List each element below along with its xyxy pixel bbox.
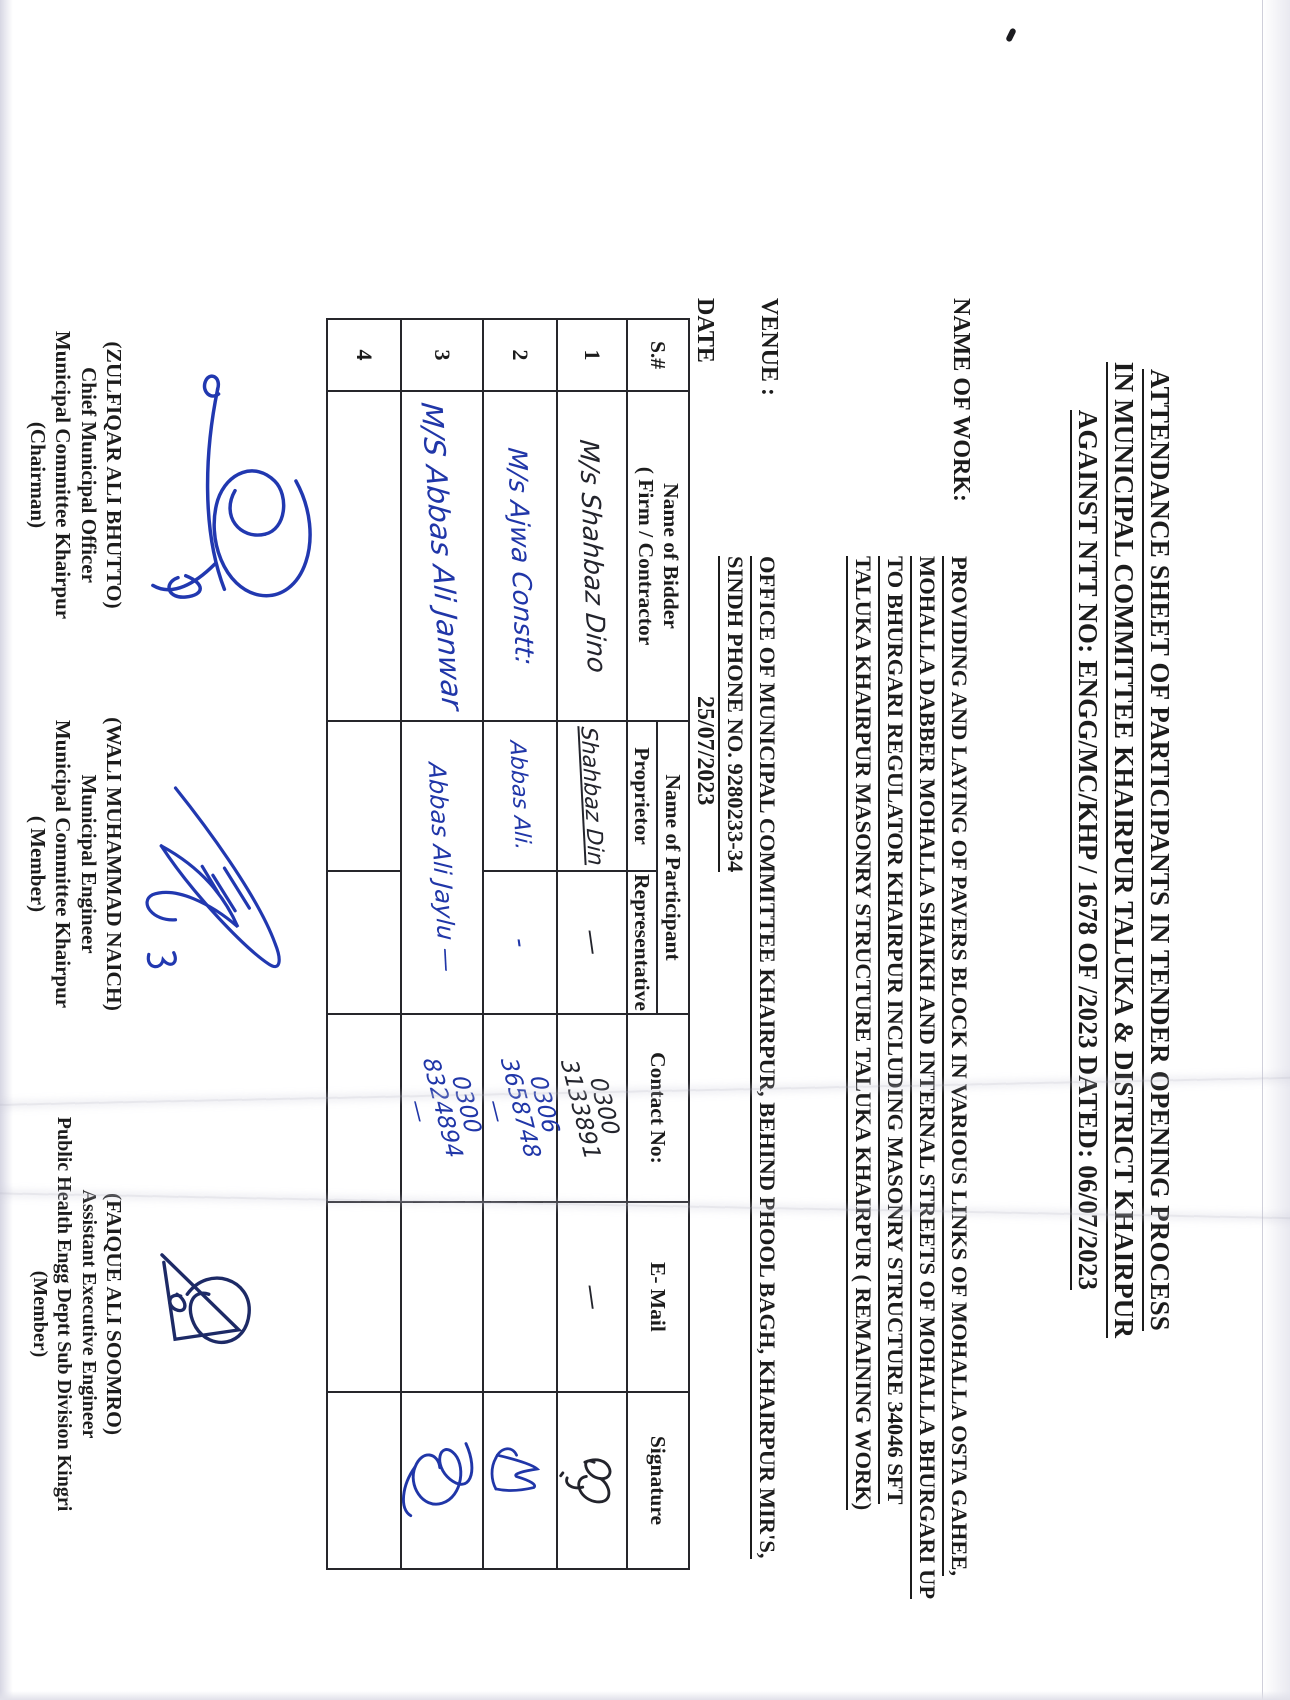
col-header-proprietor: Proprietor [627,721,657,871]
name-of-work-text [846,556,974,1599]
row2-proprietor: Abbas Ali. [483,721,557,871]
signatory-chairman [24,310,127,640]
name-of-work-label: NAME OF WORK: [948,298,974,502]
col-header-email: E- Mail [627,1202,689,1392]
row2-email [483,1202,557,1392]
row4-representative [327,871,401,1014]
col-header-signature: Signature [627,1392,689,1569]
row3-bidder: M/S Abbas Ali Janwar [401,391,483,721]
signatory-member-2 [24,1088,127,1540]
row3-sno: 3 [401,319,483,391]
row3-email [401,1202,483,1392]
signatory-org: Public Health Engg Deptt Sub Division Kingri [53,1116,76,1512]
row2-bidder: M/s Ajwa Constt: [483,391,557,721]
date-section [691,298,718,806]
scanner-edge-bottom [0,1691,1290,1700]
row4-sno: 4 [327,319,401,391]
document-title-block [1069,0,1178,1700]
signatory-name: (WALI MUHAMMAD NAICH) [102,717,126,1011]
member1-signature-scribble [131,756,309,998]
work-line-2: MOHALLA DABBER MOHALLA SHAIKH AND INTERNAL STREETS OF MOHALLA BHURGARI UP [910,556,942,1599]
venue-label: VENUE : [756,298,782,397]
name-of-work-section [846,298,974,1598]
signatory-role: Chief Municipal Officer [76,367,101,583]
signatory-post: ( Member) [25,815,50,913]
table-row [327,319,401,1569]
col-header-contact: Contact No: [627,1014,689,1202]
row1-sno: 1 [557,319,627,391]
row1-proprietor: Shahbaz Din [557,721,627,871]
signatory-post: (Member) [29,1270,51,1358]
venue-line-2: SINDH PHONE NO. 9280233-34 [718,556,750,872]
row1-signature-scribble [557,1392,627,1569]
bidders-table [326,318,690,1570]
col-header-sno: S.# [627,319,689,391]
bidders-table-wrap [326,318,690,1570]
row3-participant: Abbas Ali Jaylu — [401,721,483,1014]
work-line-3: TO BHURGARI REGULATOR KHAIRPUR INCLUDING MASONRY STRUCTURE 34046 SFT [878,556,910,1504]
col-header-representative: Representative [627,871,657,1014]
row2-representative: - [483,871,557,1014]
signatory-member-1 [24,678,127,1050]
title-line-2: IN MUNICIPAL COMMITTEE KHAIRPUR TALUKA & DISTRICT KHAIRPUR [1106,0,1141,1700]
row4-contact [327,1014,401,1202]
member2-signature-scribble [145,1238,267,1388]
work-line-1: PROVIDING AND LAYING OF PAVERS BLOCK IN VARIOUS LINKS OF MOHALLA OSTA GAHEE, [942,556,974,1576]
scanner-edge-right [1262,0,1290,1700]
scanner-edge-left [0,0,13,1700]
date-value: 25/07/2023 [692,696,718,806]
row2-contact: 0306 3658748— [483,1014,557,1202]
signatory-post: (Chairman) [25,421,50,529]
signatory-name: (FAIQUE ALI SOOMRO) [102,1192,126,1436]
row4-signature [327,1392,401,1569]
signatory-role: Municipal Engineer [76,774,101,954]
venue-text [718,556,782,1559]
row3-contact: 0300 8324894— [401,1014,483,1202]
row1-contact: 0300 3133891 [557,1014,627,1202]
signatory-role: Assistant Executive Engineer [77,1189,100,1439]
row1-representative: — [557,871,627,1014]
signatories-footer [24,310,127,1540]
chairman-signature-scribble [137,336,335,626]
title-line-1: ATTENDANCE SHEET OF PARTICIPANTS IN TENDER OPENING PROCESS [1142,0,1177,1700]
row2-signature-scribble [483,1392,557,1569]
title-line-3: AGAINST NTT NO: ENGG/MC/KHP / 1678 OF /2023 DATED: 06/07/2023 [1070,0,1105,1700]
row1-email: — [557,1202,627,1392]
venue-line-1: OFFICE OF MUNICIPAL COMMITTEE KHAIRPUR, BEHIND PHOOL BAGH, KHAIRPUR MIR'S, [750,556,782,1559]
table-row [483,319,557,1569]
row4-email [327,1202,401,1392]
col-header-bidder: Name of Bidder ( Firm / Contractor [627,391,689,721]
signatory-org: Municipal Committee Khairpur [51,719,76,1009]
col-header-participant: Name of Participant [657,721,689,1014]
work-line-4: TALUKA KHAIRPUR MASONRY STRUCTURE TALUKA KHAIRPUR ( REMAINING WORK) [846,556,878,1510]
signatory-org: Municipal Committee Khairpur [51,330,76,620]
table-row [557,319,627,1569]
row3-signature-scribble [401,1392,483,1569]
table-row [401,319,483,1569]
row2-sno: 2 [483,319,557,391]
row4-bidder [327,391,401,721]
row4-proprietor [327,721,401,871]
signatory-name: (ZULFIQAR ALI BHUTTO) [102,341,126,609]
venue-section [718,298,782,1598]
row1-bidder: M/s Shahbaz Dino [557,391,627,721]
date-label: DATE [692,298,718,363]
